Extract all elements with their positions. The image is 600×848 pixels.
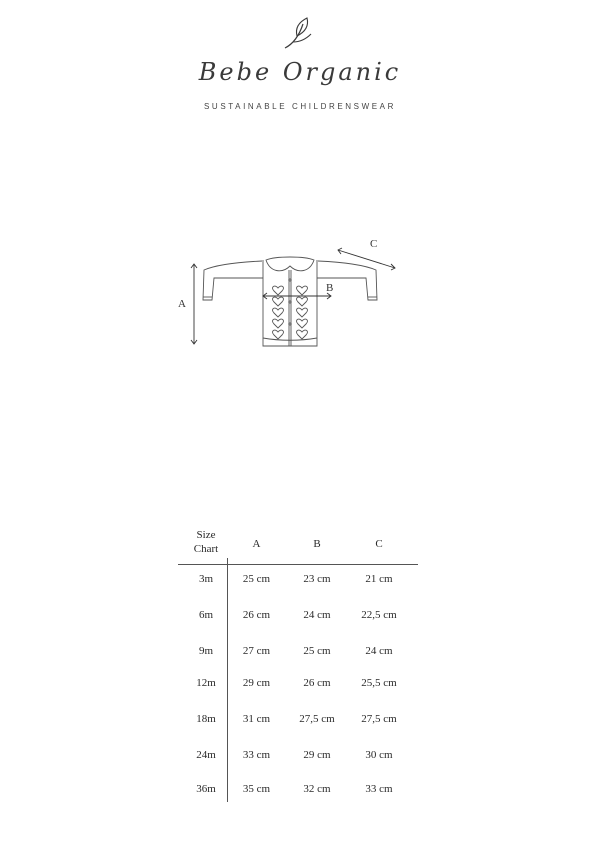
table-row bbox=[178, 673, 418, 709]
value-a-cell: 25 cm bbox=[242, 573, 271, 585]
size-cell: 12m bbox=[196, 677, 216, 689]
table-row bbox=[178, 565, 418, 601]
value-c-cell: 27,5 cm bbox=[361, 713, 397, 725]
value-b-cell: 24 cm bbox=[303, 609, 331, 621]
size-cell: 6m bbox=[198, 609, 214, 621]
table-row bbox=[178, 709, 418, 745]
value-a-cell: 27 cm bbox=[242, 645, 271, 657]
leaf-logo-icon bbox=[279, 14, 319, 52]
value-a-cell: 33 cm bbox=[242, 749, 271, 761]
value-c-cell: 25,5 cm bbox=[361, 677, 397, 689]
value-a-cell: 29 cm bbox=[242, 677, 271, 689]
dimension-label-a: A bbox=[178, 298, 186, 310]
value-b-cell: 29 cm bbox=[303, 749, 331, 761]
column-header-a: A bbox=[252, 538, 261, 550]
brand-name: Bebe Organic bbox=[198, 58, 402, 86]
table-row bbox=[178, 745, 418, 781]
size-cell: 18m bbox=[196, 713, 216, 725]
column-header-b: B bbox=[313, 538, 321, 550]
value-c-cell: 21 cm bbox=[365, 573, 393, 585]
column-header-c: C bbox=[375, 538, 383, 550]
size-chart-table bbox=[178, 528, 418, 817]
brand-tagline: SUSTAINABLE CHILDRENSWEAR bbox=[204, 102, 396, 111]
table-row bbox=[178, 601, 418, 637]
value-c-cell: 24 cm bbox=[365, 645, 393, 657]
value-b-cell: 25 cm bbox=[303, 645, 331, 657]
value-c-cell: 33 cm bbox=[365, 783, 393, 795]
size-cell: 3m bbox=[198, 573, 214, 585]
value-b-cell: 26 cm bbox=[303, 677, 331, 689]
value-b-cell: 27,5 cm bbox=[299, 713, 335, 725]
table-row bbox=[178, 637, 418, 673]
value-a-cell: 26 cm bbox=[242, 609, 271, 621]
value-b-cell: 23 cm bbox=[303, 573, 331, 585]
value-b-cell: 32 cm bbox=[303, 783, 331, 795]
table-row bbox=[178, 781, 418, 817]
table-title-line2: Chart bbox=[193, 543, 219, 555]
size-cell: 36m bbox=[196, 783, 216, 795]
value-c-cell: 30 cm bbox=[365, 749, 393, 761]
dimension-label-c: C bbox=[370, 238, 378, 250]
size-cell: 24m bbox=[196, 749, 216, 761]
table-title bbox=[178, 528, 234, 556]
value-a-cell: 31 cm bbox=[242, 713, 271, 725]
value-a-cell: 35 cm bbox=[242, 783, 271, 795]
table-header bbox=[178, 528, 418, 565]
dimension-label-b: B bbox=[326, 282, 334, 294]
size-cell: 9m bbox=[198, 645, 214, 657]
table-title-line1: Size bbox=[196, 529, 216, 541]
value-c-cell: 22,5 cm bbox=[361, 609, 397, 621]
table-divider bbox=[227, 558, 228, 802]
